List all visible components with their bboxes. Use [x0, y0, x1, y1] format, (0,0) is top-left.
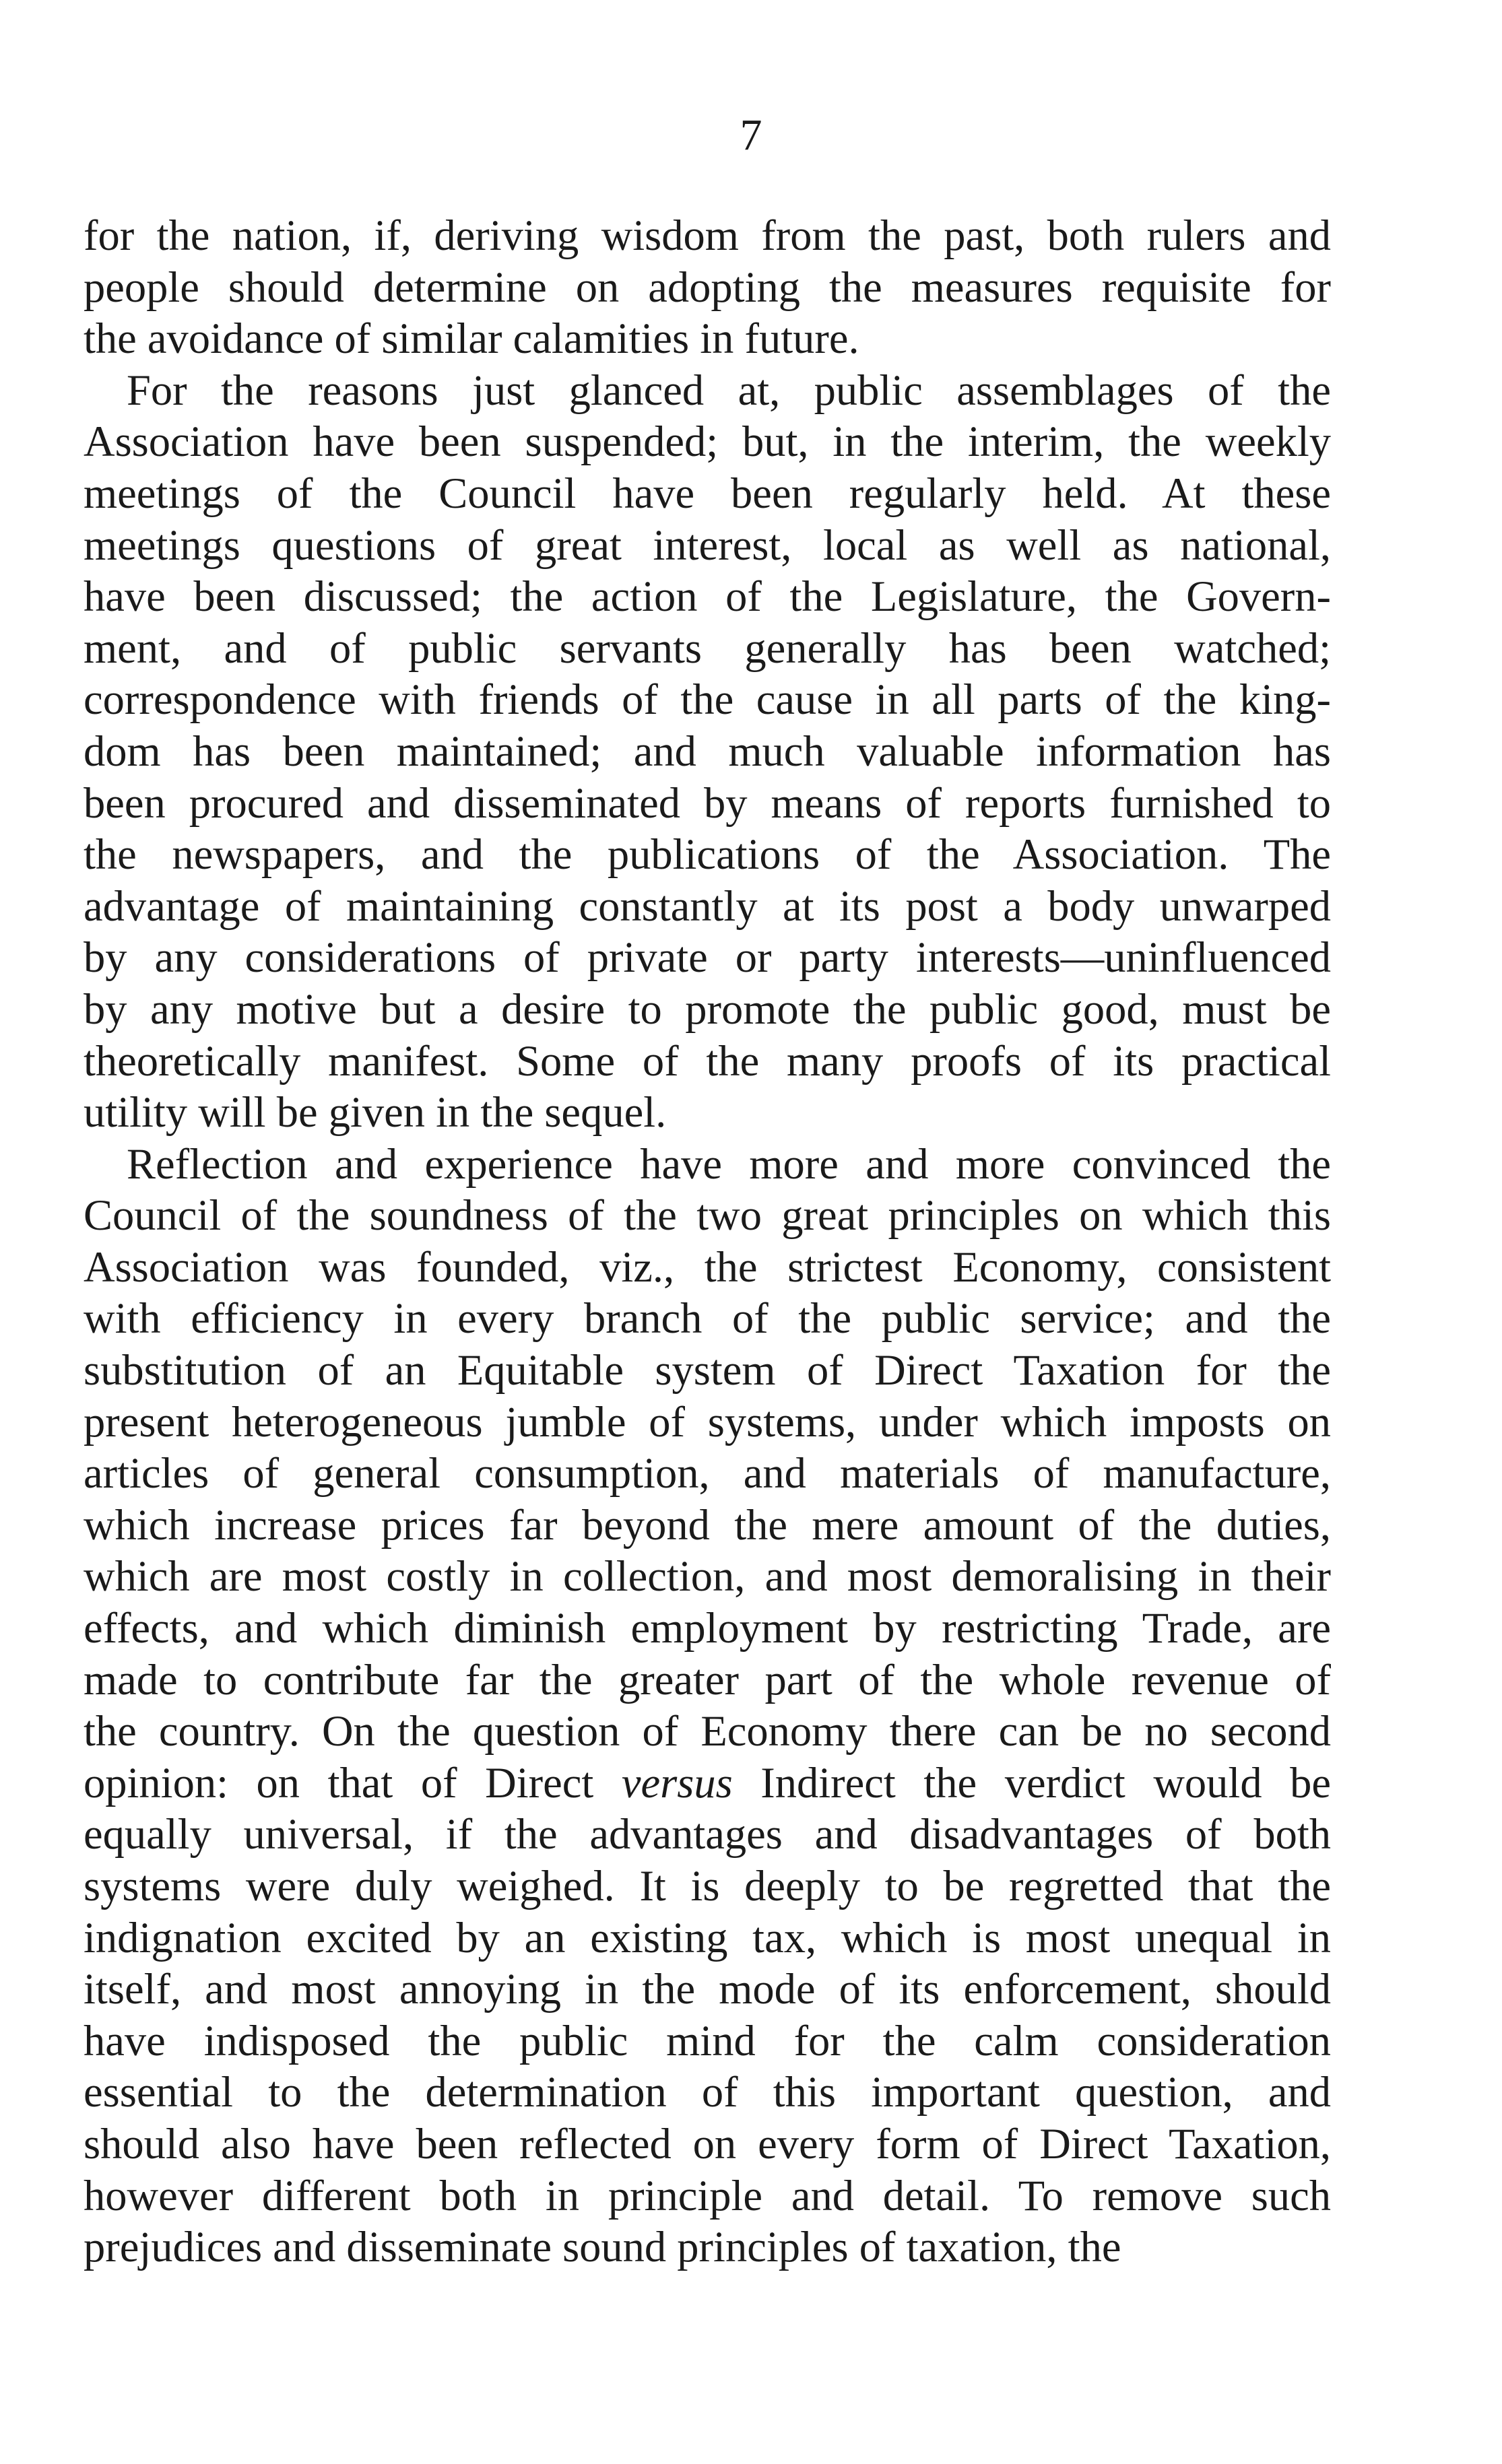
text-line: substitution of an Equitable system of Direct Taxation for the — [84, 1346, 1331, 1395]
text-line: by any motive but a desire to promote the public good, must be — [84, 985, 1331, 1033]
text-line: prejudices and disseminate sound principles of taxation, the — [84, 2223, 1121, 2271]
text-line: for the nation, if, deriving wisdom from the past, both rulers and — [84, 211, 1331, 259]
text-line: the avoidance of similar calamities in future. — [84, 314, 859, 363]
text-line: present heterogeneous jumble of systems, under which imposts on — [84, 1397, 1331, 1446]
text-line: which are most costly in collection, and most demoralising in their — [84, 1552, 1331, 1601]
text-line: systems were duly weighed. It is deeply to be regretted that the — [84, 1862, 1331, 1910]
text-line: have indisposed the public mind for the calm consideration — [84, 2016, 1331, 2065]
text-line: meetings of the Council have been regularly held. At these — [84, 469, 1331, 517]
text-line: Association have been suspended; but, in the interim, the weekly — [84, 418, 1331, 466]
text-line: Association was founded, viz., the strictest Economy, consistent — [84, 1242, 1331, 1291]
text-line: For the reasons just glanced at, public assemblages of the — [127, 366, 1331, 414]
text-line: correspondence with friends of the cause in all parts of the king- — [84, 675, 1331, 724]
text-line: effects, and which diminish employment by restricting Trade, are — [84, 1604, 1331, 1653]
text-line: the country. On the question of Economy there can be no second — [84, 1707, 1331, 1756]
text-line: been procured and disseminated by means of reports furnished to — [84, 778, 1331, 827]
paragraph — [84, 1139, 1331, 2273]
page-number: 7 — [740, 110, 762, 160]
text-line: Council of the soundness of the two great principles on which this — [84, 1191, 1331, 1240]
text-line: by any considerations of private or party interests—uninfluenced — [84, 933, 1331, 982]
text-line: utility will be given in the sequel. — [84, 1088, 667, 1137]
text-line: the newspapers, and the publications of the Association. The — [84, 830, 1331, 879]
text-line: theoretically manifest. Some of the many proofs of its practical — [84, 1036, 1331, 1085]
text-line: people should determine on adopting the measures requisite for — [84, 263, 1331, 311]
text-line: indignation excited by an existing tax, which is most unequal in — [84, 1913, 1331, 1962]
text-line: made to contribute far the greater part of the whole revenue of — [84, 1655, 1331, 1704]
text-line: meetings questions of great interest, local as well as national, — [84, 521, 1331, 569]
text-line: essential to the determination of this important question, and — [84, 2068, 1331, 2117]
text-line: articles of general consumption, and materials of manufacture, — [84, 1449, 1331, 1498]
text-line: Reflection and experience have more and more convinced the — [127, 1139, 1331, 1188]
text-line: have been discussed; the action of the Legislature, the Govern- — [84, 572, 1331, 621]
text-line: advantage of maintaining constantly at its post a body unwarped — [84, 881, 1331, 930]
text-line: however different both in principle and detail. To remove such — [84, 2171, 1331, 2220]
text-line: equally universal, if the advantages and disadvantages of both — [84, 1810, 1331, 1859]
text-line: ment, and of public servants generally has been watched; — [84, 624, 1331, 672]
text-line: should also have been reflected on every form of Direct Taxation, — [84, 2119, 1331, 2168]
text-line: opinion: on that of Direct versus Indirect the verdict would be — [84, 1758, 1331, 1807]
text-line: itself, and most annoying in the mode of its enforcement, should — [84, 1965, 1331, 2013]
text-line: which increase prices far beyond the mere amount of the duties, — [84, 1500, 1331, 1549]
text-line: with efficiency in every branch of the public service; and the — [84, 1294, 1331, 1343]
body-text — [84, 210, 1331, 2273]
paragraph — [84, 210, 1331, 365]
paragraph — [84, 365, 1331, 1139]
text-line: dom has been maintained; and much valuable information has — [84, 727, 1331, 775]
